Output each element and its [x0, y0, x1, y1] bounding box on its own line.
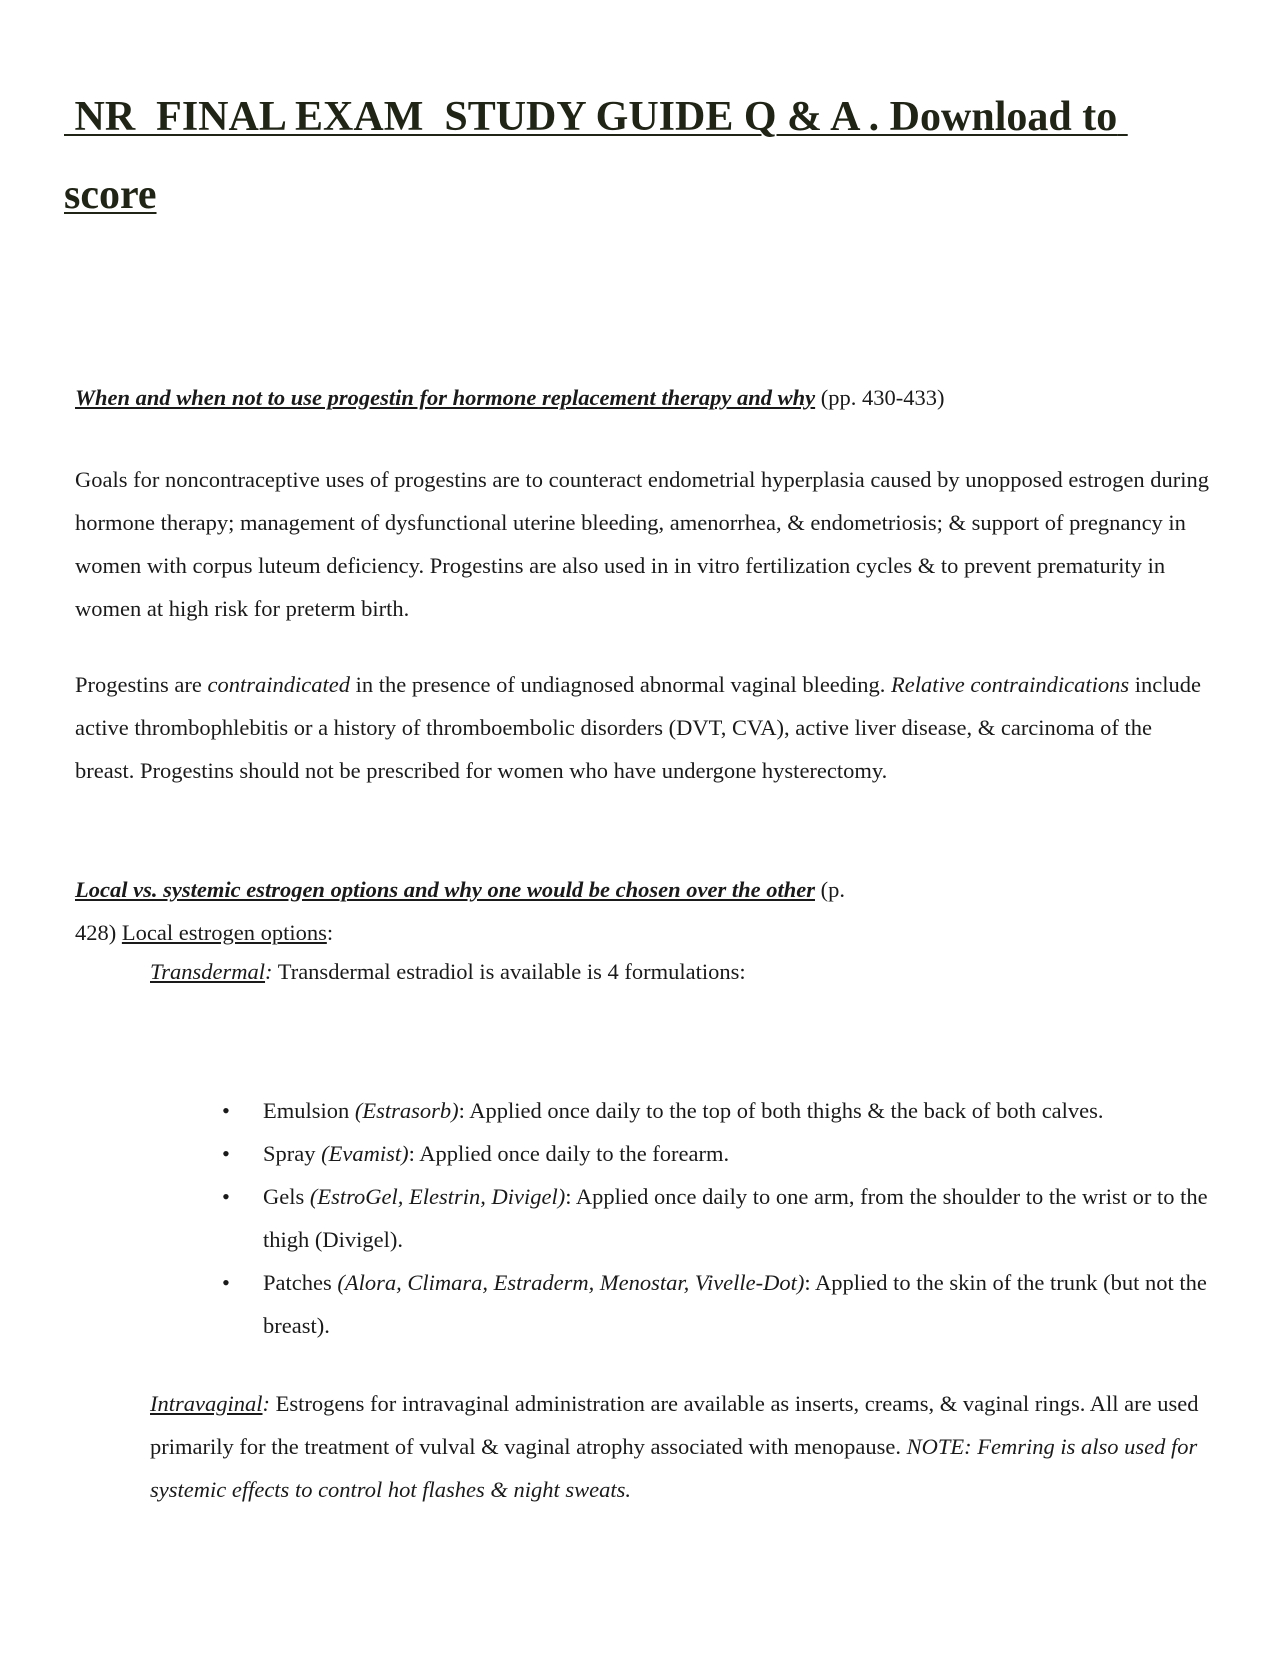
bullet-icon: •: [222, 1184, 230, 1209]
progestin-contraindications-paragraph: [75, 663, 1215, 792]
transdermal-label: Transdermal: [150, 959, 266, 984]
list-item: [150, 1089, 1220, 1132]
italic-run: Relative contraindications: [891, 672, 1130, 697]
transdermal-formulations-list: [150, 1089, 1220, 1347]
intravaginal-label: Intravaginal: [150, 1391, 263, 1416]
text-run: Patches: [263, 1270, 338, 1295]
section-heading-ref: 428): [75, 920, 122, 945]
text-run: :: [326, 920, 334, 945]
intravaginal-note: NOTE: Femring is also used for systemic effects to control hot flashes & night sweats.: [150, 1434, 1198, 1502]
text-run: : Applied once daily to the forearm.: [408, 1141, 730, 1166]
text-run: Spray: [263, 1141, 322, 1166]
italic-run: contraindicated: [207, 672, 350, 697]
bullet-icon: •: [222, 1270, 230, 1295]
section-heading-estrogen: [75, 868, 1215, 954]
bullet-icon: •: [222, 1141, 230, 1166]
list-item: [150, 1261, 1220, 1347]
section-heading-progestin: [75, 376, 1215, 419]
document-title: [64, 78, 1214, 234]
text-run: : Applied to the skin of the trunk (but not the breast).: [263, 1270, 1207, 1338]
italic-run: (Alora, Climara, Estraderm, Menostar, Vivelle-Dot): [337, 1270, 805, 1295]
progestin-goals-paragraph: Goals for noncontraceptive uses of progestins are to counteract endometrial hyperplasia caused by unopposed estrogen during hormone therapy; management of dysfunctional uterine bleeding, amenorrhea, & endometriosis; & support of pregnancy in women with corpus luteum deficiency. Progestins are also used in in vitro fertilization cycles & to prevent prematurity in women at high risk for preterm birth.: [75, 467, 1210, 621]
transdermal-intro: [150, 950, 1220, 993]
list-item: [150, 1132, 1220, 1175]
text-run: Emulsion: [263, 1098, 355, 1123]
intravaginal-paragraph: [150, 1382, 1220, 1511]
text-run: include active thrombophlebitis or a history of thromboembolic disorders (DVT, CVA), active liver disease, & carcinoma of the breast. Progestins should not be prescribed for women who have undergone hysterectomy.: [75, 672, 1201, 783]
text-run: :: [262, 1391, 270, 1416]
section-heading-ref: (pp. 430-433): [815, 385, 945, 410]
italic-run: (Estrasorb): [354, 1098, 459, 1123]
list-item: [150, 1175, 1220, 1261]
bullet-icon: •: [222, 1098, 230, 1123]
text-run: in the presence of undiagnosed abnormal vaginal bleeding.: [349, 672, 892, 697]
text-run: Gels: [263, 1184, 310, 1209]
italic-run: (EstroGel, Elestrin, Divigel): [309, 1184, 566, 1209]
section-heading-text: When and when not to use progestin for hormone replacement therapy and why: [75, 385, 816, 410]
local-estrogen-label: Local estrogen options: [121, 920, 327, 945]
text-run: Transdermal estradiol is available is 4 formulations:: [272, 959, 746, 984]
text-run: : Applied once daily to one arm, from the shoulder to the wrist or to the thigh (Divigel).: [263, 1184, 1208, 1252]
italic-run: (Evamist): [321, 1141, 409, 1166]
section-heading-text: Local vs. systemic estrogen options and why one would be chosen over the other: [75, 877, 815, 902]
document-title-text: NR FINAL EXAM STUDY GUIDE Q & A . Download to score: [64, 94, 1128, 218]
text-run: :: [265, 959, 273, 984]
text-run: : Applied once daily to the top of both thighs & the back of both calves.: [458, 1098, 1104, 1123]
text-run: Estrogens for intravaginal administration are available as inserts, creams, & vaginal rings. All are used primarily for the treatment of vulval & vaginal atrophy associated with menopause.: [150, 1391, 1199, 1459]
text-run: Progestins are: [75, 672, 208, 697]
section-heading-ref: (p.: [815, 877, 845, 902]
